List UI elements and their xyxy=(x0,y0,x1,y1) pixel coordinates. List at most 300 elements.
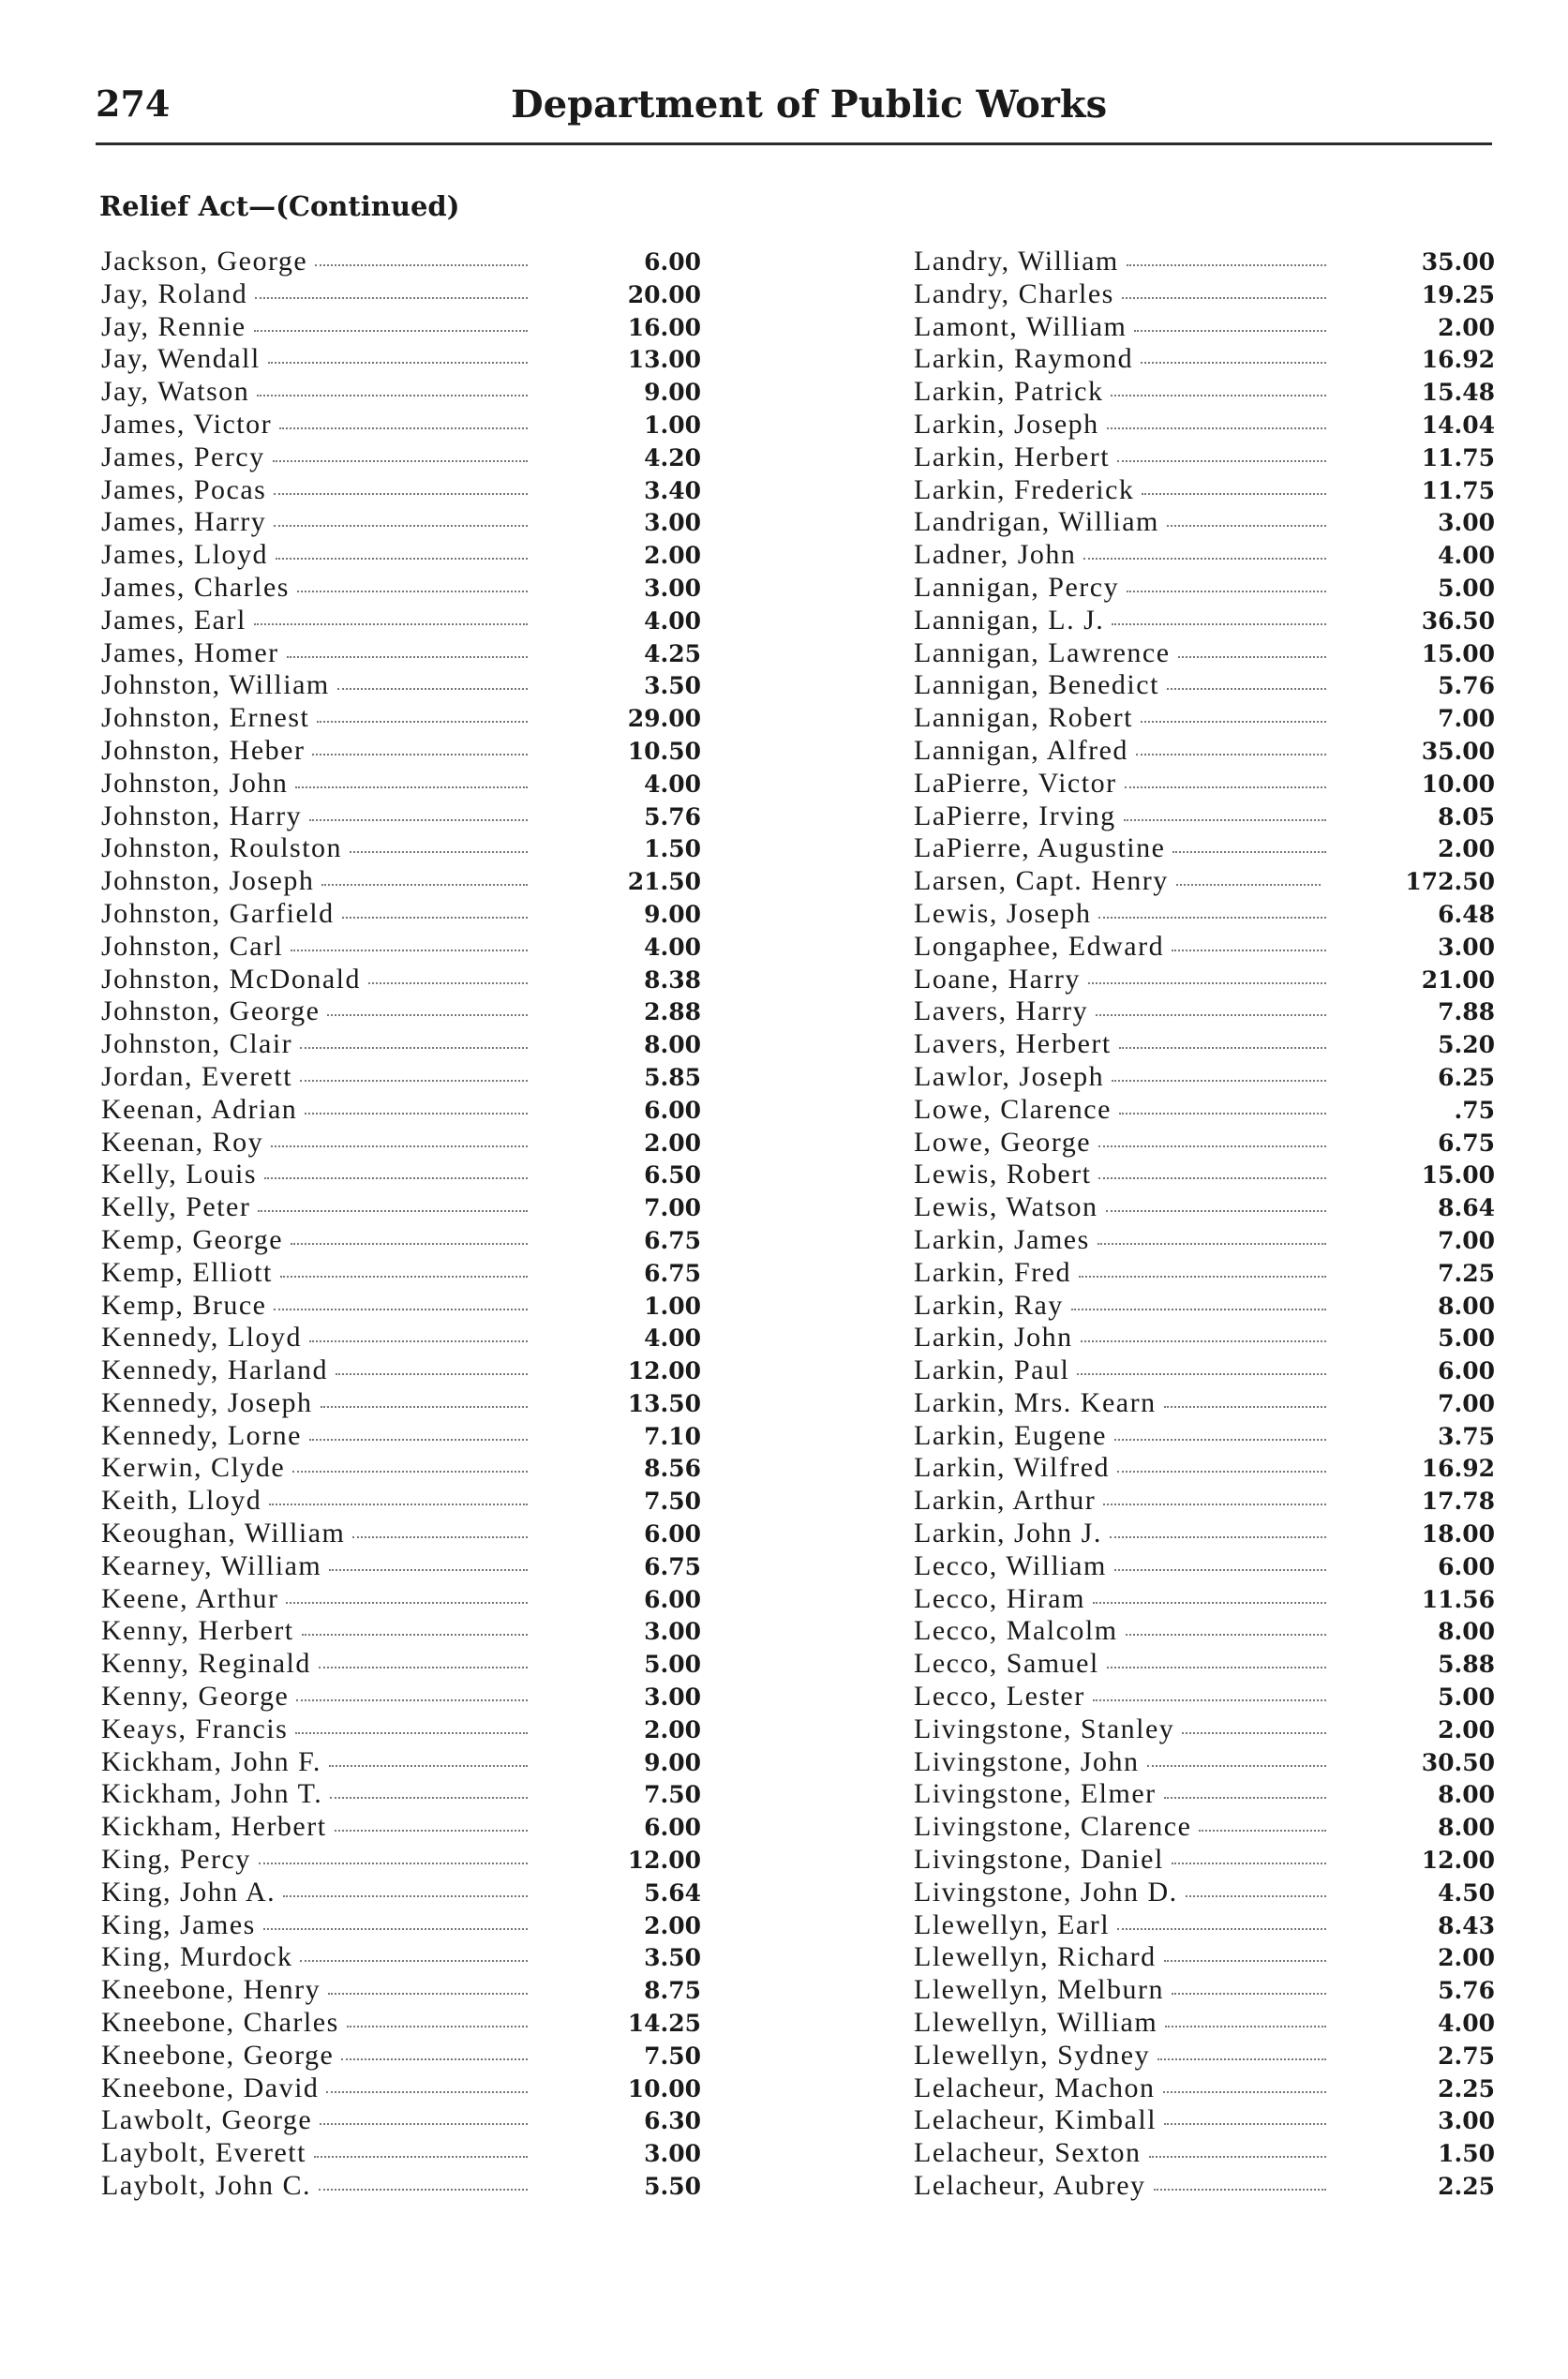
entry-amount: 6.00 xyxy=(644,1096,701,1124)
entry-amount: 5.50 xyxy=(644,2173,701,2201)
list-item xyxy=(914,311,1495,344)
list-item xyxy=(914,605,1495,637)
entry-name: Johnston, Harry xyxy=(101,800,303,831)
entry-name: Landry, William xyxy=(914,246,1119,277)
entry-amount: 5.00 xyxy=(1438,574,1495,602)
list-item xyxy=(101,702,701,735)
dot-leader xyxy=(283,1895,528,1897)
list-item xyxy=(914,931,1495,964)
entry-amount: 7.00 xyxy=(1438,1226,1495,1254)
entry-name: Lannigan, Benedict xyxy=(914,669,1159,701)
dot-leader xyxy=(287,656,528,658)
list-item xyxy=(101,1485,701,1518)
dot-leader xyxy=(319,1667,528,1668)
entry-name: James, Percy xyxy=(101,441,265,472)
list-item xyxy=(914,964,1495,996)
list-item xyxy=(101,1974,701,2007)
list-item xyxy=(914,474,1495,507)
entry-amount: 3.75 xyxy=(1438,1422,1495,1450)
list-item xyxy=(101,1778,701,1811)
list-item xyxy=(914,1387,1495,1420)
entry-name: Kennedy, Harland xyxy=(101,1354,328,1386)
entry-amount: 172.50 xyxy=(1405,868,1495,896)
dot-leader xyxy=(1141,721,1326,723)
entry-name: Larkin, Frederick xyxy=(914,473,1135,505)
dot-leader xyxy=(1071,1309,1326,1310)
list-item xyxy=(914,1224,1495,1257)
list-item xyxy=(914,2104,1495,2137)
page-title: Department of Public Works xyxy=(511,82,1108,127)
entry-amount: 2.00 xyxy=(644,1911,701,1939)
dot-leader xyxy=(368,982,528,984)
list-item xyxy=(914,2007,1495,2040)
entry-name: Jay, Rennie xyxy=(101,310,246,342)
entry-amount: 6.75 xyxy=(644,1226,701,1254)
entry-amount: 5.88 xyxy=(1438,1651,1495,1679)
list-item xyxy=(914,800,1495,833)
dot-leader xyxy=(1119,1113,1326,1115)
entry-name: Larkin, Ray xyxy=(914,1289,1064,1321)
list-item xyxy=(914,376,1495,409)
list-item xyxy=(101,572,701,605)
entry-name: Llewellyn, Melburn xyxy=(914,1974,1164,2006)
entry-amount: 7.88 xyxy=(1438,998,1495,1026)
entry-name: Longaphee, Edward xyxy=(914,930,1165,962)
dot-leader xyxy=(300,1080,528,1082)
entry-name: Kneebone, Henry xyxy=(101,1974,321,2006)
entry-name: Keays, Francis xyxy=(101,1713,289,1744)
entry-name: Kickham, Herbert xyxy=(101,1811,327,1843)
entry-name: James, Homer xyxy=(101,636,279,668)
entry-amount: 5.76 xyxy=(1438,672,1495,700)
entry-amount: 6.00 xyxy=(1438,1357,1495,1385)
dot-leader xyxy=(1096,1014,1326,1016)
list-item xyxy=(101,669,701,702)
dot-leader xyxy=(1117,1471,1326,1473)
list-item xyxy=(914,2137,1495,2170)
dot-leader xyxy=(352,1536,528,1538)
list-item xyxy=(101,246,701,278)
dot-leader xyxy=(254,623,528,625)
entry-amount: 7.25 xyxy=(1438,1259,1495,1287)
list-item xyxy=(101,1648,701,1681)
entry-amount: 7.50 xyxy=(644,1488,701,1516)
dot-leader xyxy=(329,1765,528,1767)
entry-name: Landry, Charles xyxy=(914,277,1114,309)
entry-amount: 9.00 xyxy=(644,379,701,407)
list-item xyxy=(914,1094,1495,1127)
dot-leader xyxy=(312,754,528,756)
entry-name: Kelly, Peter xyxy=(101,1191,251,1223)
entry-amount: 10.00 xyxy=(1421,770,1495,798)
list-item xyxy=(101,343,701,376)
entry-amount: 7.10 xyxy=(644,1422,701,1450)
list-item xyxy=(914,1257,1495,1290)
entry-amount: 9.00 xyxy=(644,900,701,928)
dot-leader xyxy=(1126,1634,1326,1636)
dot-leader xyxy=(342,917,528,919)
entry-amount: 3.00 xyxy=(644,574,701,602)
entry-amount: 8.00 xyxy=(644,1031,701,1059)
dot-leader xyxy=(336,1373,528,1375)
entry-amount: 5.76 xyxy=(1438,1977,1495,2005)
entry-amount: 4.00 xyxy=(644,606,701,635)
list-item xyxy=(101,964,701,996)
entry-name: Johnston, George xyxy=(101,995,321,1027)
entry-name: Lecco, Malcolm xyxy=(914,1615,1118,1647)
list-item xyxy=(101,1844,701,1877)
dot-leader xyxy=(1164,1960,1326,1962)
dot-leader xyxy=(1176,884,1322,886)
entry-amount: 8.43 xyxy=(1438,1911,1495,1939)
entry-name: Keith, Lloyd xyxy=(101,1485,262,1517)
entry-amount: 5.76 xyxy=(644,802,701,830)
dot-leader xyxy=(1106,1210,1326,1212)
list-item xyxy=(914,1844,1495,1877)
list-item xyxy=(914,702,1495,735)
dot-leader xyxy=(1172,1863,1326,1864)
list-item xyxy=(101,1909,701,1942)
entry-amount: .75 xyxy=(1454,1096,1495,1124)
entry-name: LaPierre, Irving xyxy=(914,800,1116,831)
entry-amount: 35.00 xyxy=(1421,248,1495,276)
entry-name: Lannigan, Alfred xyxy=(914,734,1128,766)
list-item xyxy=(914,441,1495,474)
dot-leader xyxy=(1172,950,1326,951)
entry-name: Jay, Watson xyxy=(101,376,250,408)
entry-name: Kemp, Elliott xyxy=(101,1256,273,1288)
dot-leader xyxy=(1149,2156,1326,2158)
entry-amount: 5.00 xyxy=(1438,1324,1495,1353)
entry-name: Kneebone, Charles xyxy=(101,2007,339,2039)
entry-amount: 4.00 xyxy=(644,770,701,798)
dot-leader xyxy=(1111,395,1326,396)
list-item xyxy=(914,1648,1495,1681)
dot-leader xyxy=(302,1634,528,1636)
list-item xyxy=(101,1224,701,1257)
dot-leader xyxy=(276,558,528,560)
list-item xyxy=(914,1746,1495,1779)
dot-leader xyxy=(1127,591,1326,592)
entry-amount: 18.00 xyxy=(1421,1520,1495,1549)
entry-amount: 2.00 xyxy=(1438,313,1495,341)
entry-amount: 3.00 xyxy=(644,2140,701,2168)
dot-leader xyxy=(1083,558,1326,560)
entry-amount: 8.05 xyxy=(1438,802,1495,830)
dot-leader xyxy=(314,2156,528,2158)
list-item xyxy=(914,1354,1495,1387)
dot-leader xyxy=(1125,786,1326,788)
dot-leader xyxy=(320,2123,528,2125)
entry-amount: 2.75 xyxy=(1438,2042,1495,2070)
dot-leader xyxy=(1107,1667,1326,1668)
list-item xyxy=(101,1257,701,1290)
entry-amount: 2.00 xyxy=(644,542,701,570)
dot-leader xyxy=(1081,1340,1326,1342)
entry-amount: 16.00 xyxy=(627,313,701,341)
dot-leader xyxy=(269,1504,528,1505)
list-item xyxy=(914,1420,1495,1453)
entry-name: Livingstone, John D. xyxy=(914,1876,1178,1908)
dot-leader xyxy=(1147,1765,1327,1767)
entry-amount: 5.85 xyxy=(644,1063,701,1091)
dot-leader xyxy=(264,1177,528,1179)
list-item xyxy=(101,605,701,637)
dot-leader xyxy=(1119,1047,1326,1049)
entry-name: Johnston, Heber xyxy=(101,734,306,766)
list-item xyxy=(101,1290,701,1323)
entry-amount: 3.50 xyxy=(644,1944,701,1972)
entry-amount: 1.50 xyxy=(644,835,701,863)
entry-name: Loane, Harry xyxy=(914,963,1081,995)
dot-leader xyxy=(1098,1243,1326,1245)
dot-leader xyxy=(309,819,528,821)
entry-amount: 14.04 xyxy=(1421,411,1495,439)
dot-leader xyxy=(1127,264,1326,266)
entry-name: Larkin, Patrick xyxy=(914,376,1104,408)
entry-name: James, Harry xyxy=(101,506,267,538)
dot-leader xyxy=(327,1014,528,1016)
dot-leader xyxy=(295,1732,528,1734)
entry-name: Lelacheur, Aubrey xyxy=(914,2170,1146,2202)
dot-leader xyxy=(274,525,528,527)
entry-name: Lawlor, Joseph xyxy=(914,1060,1105,1092)
list-item xyxy=(914,865,1495,898)
list-item xyxy=(101,898,701,931)
entry-name: Larkin, Eugene xyxy=(914,1419,1107,1451)
entry-name: Kickham, John F. xyxy=(101,1745,321,1777)
dot-leader xyxy=(1172,851,1326,853)
entry-name: Keenan, Roy xyxy=(101,1126,264,1158)
entry-name: Johnston, Clair xyxy=(101,1028,293,1060)
entry-amount: 4.00 xyxy=(644,933,701,961)
entry-amount: 19.25 xyxy=(1421,280,1495,308)
entry-amount: 8.64 xyxy=(1438,1194,1495,1222)
entry-amount: 2.00 xyxy=(1438,1715,1495,1743)
list-item xyxy=(914,506,1495,539)
dot-leader xyxy=(297,591,528,592)
entry-amount: 3.40 xyxy=(644,476,701,504)
entry-name: Lannigan, L. J. xyxy=(914,604,1105,636)
entry-name: Johnston, Joseph xyxy=(101,865,315,897)
list-item xyxy=(914,1322,1495,1354)
entry-amount: 8.00 xyxy=(1438,1781,1495,1809)
entry-name: Livingstone, Stanley xyxy=(914,1713,1175,1744)
right-column-list xyxy=(914,246,1495,2203)
entry-name: James, Lloyd xyxy=(101,539,268,571)
dot-leader xyxy=(279,427,528,429)
entry-amount: 2.00 xyxy=(644,1715,701,1743)
dot-leader xyxy=(1098,1177,1326,1179)
entry-amount: 3.00 xyxy=(1438,2107,1495,2135)
dot-leader xyxy=(1112,1080,1326,1082)
entry-amount: 6.75 xyxy=(644,1552,701,1580)
list-item xyxy=(101,409,701,441)
entry-amount: 13.50 xyxy=(627,1389,701,1417)
entry-name: Livingstone, John xyxy=(914,1745,1140,1777)
list-item xyxy=(101,1061,701,1094)
dot-leader xyxy=(1114,1439,1326,1441)
dot-leader xyxy=(259,1863,528,1864)
entry-name: Jay, Roland xyxy=(101,277,248,309)
dot-leader xyxy=(1088,982,1326,984)
entry-name: Larkin, John xyxy=(914,1322,1073,1354)
list-item xyxy=(914,1518,1495,1550)
dot-leader xyxy=(1164,1797,1326,1799)
entry-name: Livingstone, Elmer xyxy=(914,1778,1157,1810)
entry-name: Laybolt, Everett xyxy=(101,2137,306,2169)
entry-name: James, Pocas xyxy=(101,473,267,505)
entry-name: Llewellyn, Richard xyxy=(914,1941,1157,1973)
entry-name: Kennedy, Joseph xyxy=(101,1386,313,1418)
entry-name: James, Charles xyxy=(101,571,290,603)
dot-leader xyxy=(300,1960,528,1962)
dot-leader xyxy=(326,2091,528,2093)
dot-leader xyxy=(263,1928,528,1930)
dot-leader xyxy=(292,1471,528,1473)
entry-amount: 4.00 xyxy=(1438,2010,1495,2038)
list-item xyxy=(101,995,701,1028)
dot-leader xyxy=(273,460,528,462)
list-item xyxy=(101,1387,701,1420)
dot-leader xyxy=(1163,2091,1326,2093)
dot-leader xyxy=(1136,754,1326,756)
dot-leader xyxy=(321,884,528,886)
header-rule xyxy=(96,142,1492,145)
entry-name: King, Murdock xyxy=(101,1941,293,1973)
entry-name: Johnston, Ernest xyxy=(101,702,310,734)
list-item xyxy=(914,1452,1495,1485)
dot-leader xyxy=(1178,656,1326,658)
list-item xyxy=(914,1615,1495,1648)
entry-name: Johnston, Garfield xyxy=(101,897,335,929)
list-item xyxy=(101,2104,701,2137)
dot-leader xyxy=(1141,362,1326,364)
section-heading: Relief Act—(Continued) xyxy=(99,190,460,222)
entry-name: Lowe, Clarence xyxy=(914,1093,1112,1125)
dot-leader xyxy=(255,297,528,299)
list-item xyxy=(914,2040,1495,2072)
dot-leader xyxy=(335,1830,528,1832)
dot-leader xyxy=(341,2058,528,2060)
list-item xyxy=(101,2170,701,2203)
dot-leader xyxy=(1112,623,1326,625)
list-item xyxy=(914,1127,1495,1160)
list-item xyxy=(914,278,1495,311)
dot-leader xyxy=(1110,1536,1326,1538)
entry-amount: 3.00 xyxy=(1438,933,1495,961)
entry-name: Larkin, John J. xyxy=(914,1518,1102,1549)
list-item xyxy=(914,409,1495,441)
dot-leader xyxy=(291,1243,528,1245)
entry-name: Johnston, Carl xyxy=(101,930,284,962)
entry-amount: 15.00 xyxy=(1421,1161,1495,1190)
list-item xyxy=(101,1877,701,1909)
entry-amount: 6.75 xyxy=(1438,1129,1495,1157)
entry-name: Landrigan, William xyxy=(914,506,1159,538)
list-item xyxy=(914,1159,1495,1191)
list-item xyxy=(101,1615,701,1648)
dot-leader xyxy=(271,1145,528,1147)
list-item xyxy=(101,1746,701,1779)
entry-amount: 8.00 xyxy=(1438,1814,1495,1842)
dot-leader xyxy=(1117,460,1326,462)
entry-name: LaPierre, Victor xyxy=(914,767,1117,799)
entry-amount: 4.20 xyxy=(644,443,701,471)
entry-name: Larkin, Wilfred xyxy=(914,1452,1111,1484)
list-item xyxy=(914,1811,1495,1844)
list-item xyxy=(101,1354,701,1387)
list-item xyxy=(101,1028,701,1061)
dot-leader xyxy=(1134,330,1326,332)
entry-name: Lannigan, Lawrence xyxy=(914,636,1171,668)
list-item xyxy=(101,637,701,670)
entry-name: Kenny, Herbert xyxy=(101,1615,294,1647)
entry-amount: 11.75 xyxy=(1421,476,1495,504)
entry-amount: 16.92 xyxy=(1421,346,1495,374)
list-item xyxy=(101,474,701,507)
dot-leader xyxy=(280,1276,528,1278)
entry-name: James, Victor xyxy=(101,408,273,440)
list-item xyxy=(101,1452,701,1485)
entry-name: Lavers, Harry xyxy=(914,995,1089,1027)
entry-name: Llewellyn, William xyxy=(914,2007,1158,2039)
dot-leader xyxy=(330,1797,528,1799)
entry-name: Kennedy, Lorne xyxy=(101,1419,302,1451)
entry-name: Kearney, William xyxy=(101,1549,322,1581)
dot-leader xyxy=(1142,493,1326,495)
entry-name: Kelly, Louis xyxy=(101,1159,258,1190)
entry-name: Lannigan, Robert xyxy=(914,702,1133,734)
dot-leader xyxy=(286,1602,528,1604)
dot-leader xyxy=(295,786,528,788)
entry-name: Larkin, Herbert xyxy=(914,441,1111,472)
list-item xyxy=(101,539,701,572)
list-item xyxy=(101,311,701,344)
list-item xyxy=(914,2170,1495,2203)
dot-leader xyxy=(300,1047,528,1049)
left-column-list xyxy=(101,246,701,2203)
list-item xyxy=(914,246,1495,278)
dot-leader xyxy=(1114,1569,1326,1571)
list-item xyxy=(914,2072,1495,2105)
list-item xyxy=(914,1909,1495,1942)
entry-amount: 30.50 xyxy=(1421,1748,1495,1776)
list-item xyxy=(914,768,1495,800)
list-item xyxy=(101,1713,701,1746)
list-item xyxy=(101,2137,701,2170)
entry-amount: 14.25 xyxy=(627,2010,701,2038)
list-item xyxy=(101,2072,701,2105)
entry-name: Larkin, Raymond xyxy=(914,343,1134,375)
dot-leader xyxy=(309,1439,528,1441)
entry-amount: 3.50 xyxy=(644,672,701,700)
entry-name: Lamont, William xyxy=(914,310,1127,342)
entry-amount: 11.75 xyxy=(1421,443,1495,471)
entry-amount: 21.50 xyxy=(627,868,701,896)
entry-name: Lelacheur, Sexton xyxy=(914,2137,1142,2169)
entry-name: Lecco, William xyxy=(914,1549,1107,1581)
dot-leader xyxy=(337,688,528,690)
entry-name: King, James xyxy=(101,1908,256,1940)
dot-leader xyxy=(319,2189,528,2191)
list-item xyxy=(101,1420,701,1453)
entry-amount: 8.75 xyxy=(644,1977,701,2005)
entry-name: Lowe, George xyxy=(914,1126,1092,1158)
entry-name: Lewis, Robert xyxy=(914,1159,1092,1190)
list-item xyxy=(914,1550,1495,1583)
list-item xyxy=(101,376,701,409)
